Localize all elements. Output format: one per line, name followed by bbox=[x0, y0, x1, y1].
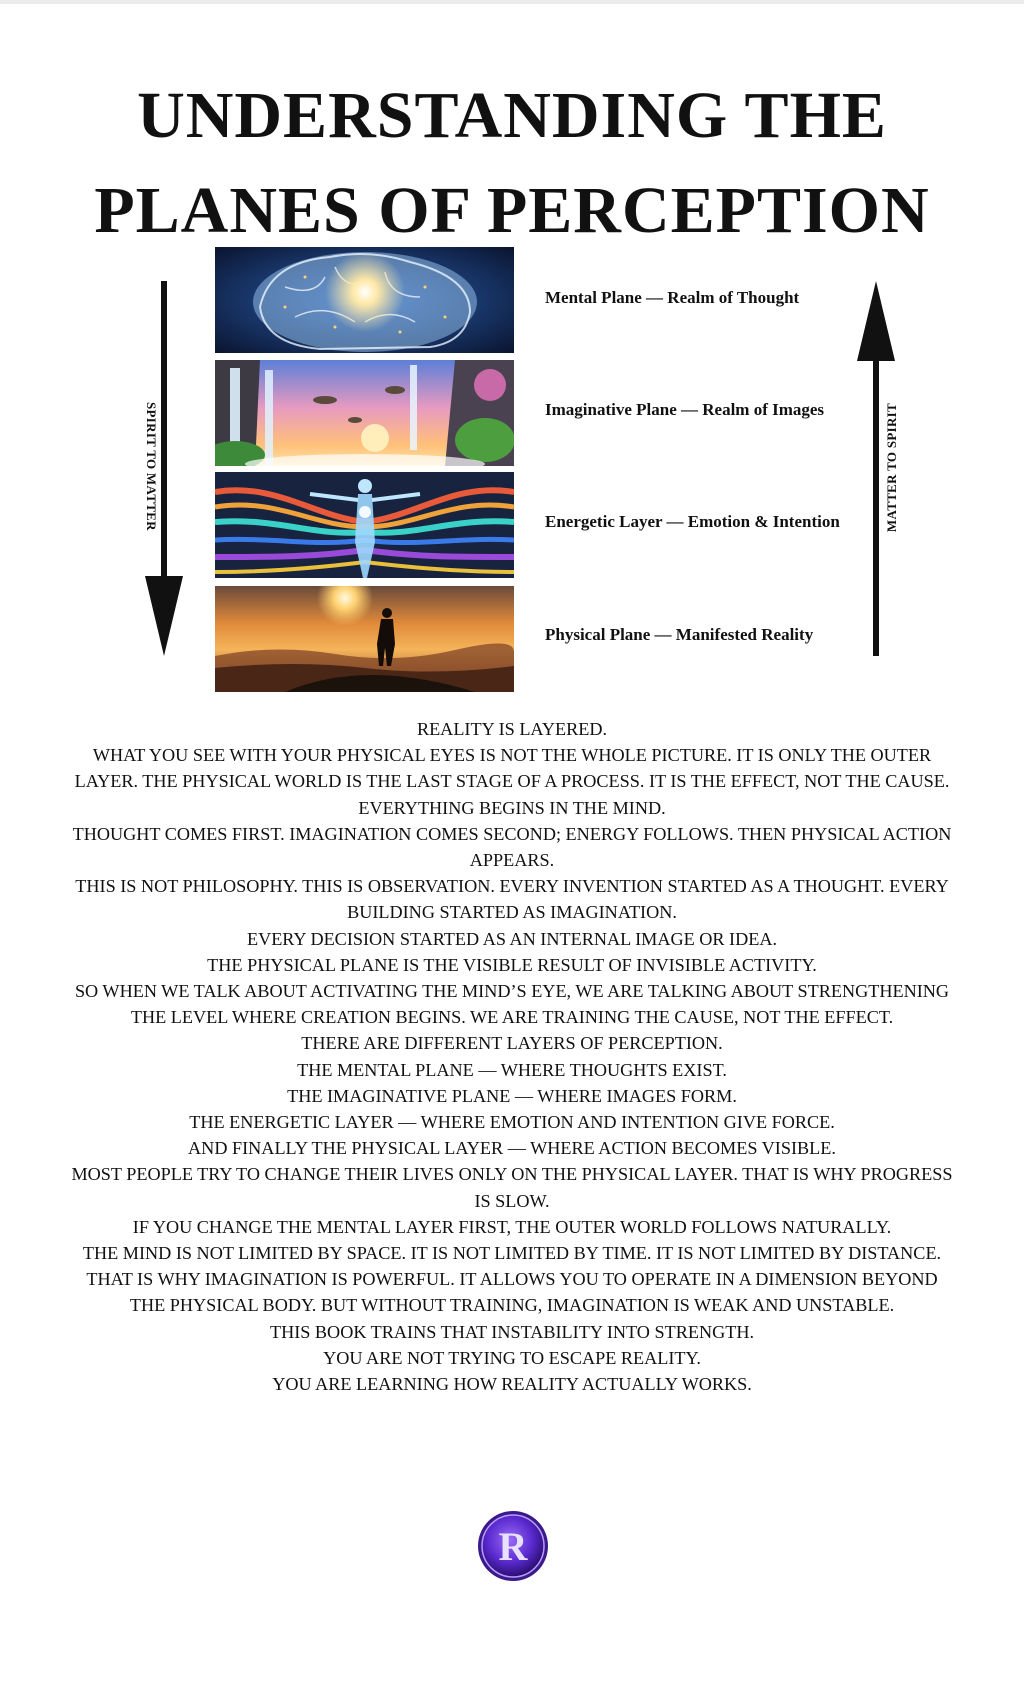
body-paragraph: EVERY DECISION STARTED AS AN INTERNAL IMAGE OR IDEA. bbox=[246, 928, 778, 949]
body-paragraph: THIS BOOK TRAINS THAT INSTABILITY INTO STRENGTH. bbox=[269, 1321, 755, 1342]
title-line-1: UNDERSTANDING THE bbox=[137, 79, 887, 152]
body-paragraph: REALITY IS LAYERED. bbox=[416, 719, 608, 739]
body-paragraph: THE PHYSICAL PLANE IS THE VISIBLE RESULT OF INVISIBLE ACTIVITY. bbox=[207, 954, 817, 975]
glowing-brain-image bbox=[215, 247, 514, 353]
energy-figure-image bbox=[215, 472, 514, 578]
body-paragraph: MOST PEOPLE TRY TO CHANGE THEIR LIVES ONLY ON THE PHYSICAL LAYER. THAT IS WHY PROGRESS IS SLOW. bbox=[71, 1164, 953, 1211]
body-paragraph: IF YOU CHANGE THE MENTAL LAYER FIRST, THE OUTER WORLD FOLLOWS NATURALLY. bbox=[132, 1216, 892, 1237]
logo-letter: R bbox=[498, 1524, 528, 1569]
top-bar bbox=[0, 0, 1024, 4]
matter-to-spirit-label: MATTER TO SPIRIT bbox=[884, 403, 899, 533]
body-paragraph: THE MENTAL PLANE — WHERE THOUGHTS EXIST. bbox=[297, 1059, 727, 1080]
plane-label-mental: Mental Plane — Realm of Thought bbox=[545, 288, 800, 307]
plane-label-energetic: Energetic Layer — Emotion & Intention bbox=[545, 512, 840, 531]
body-paragraph: THOUGHT COMES FIRST. IMAGINATION COMES SECOND; ENERGY FOLLOWS. THEN PHYSICAL ACTION APPEARS. bbox=[72, 823, 952, 871]
plane-label-imaginative: Imaginative Plane — Realm of Images bbox=[545, 400, 825, 419]
body-paragraph: SO WHEN WE TALK ABOUT ACTIVATING THE MIND’S EYE, WE ARE TALKING ABOUT STRENGTHENING THE LEVEL WHERE CREATION BEGINS. WE ARE TRAINING THE CAUSE, NOT THE EFFECT. bbox=[74, 981, 950, 1028]
body-paragraph: THE IMAGINATIVE PLANE — WHERE IMAGES FORM. bbox=[287, 1085, 737, 1106]
plane-label-physical: Physical Plane — Manifested Reality bbox=[545, 625, 814, 644]
waterfall-landscape-image bbox=[215, 360, 514, 466]
body-paragraph: THE MIND IS NOT LIMITED BY SPACE. IT IS NOT LIMITED BY TIME. IT IS NOT LIMITED BY DISTANCE. THAT IS WHY IMAGINATION IS POWERFUL. IT ALLOWS YOU TO OPERATE IN A DIMENSION BEYOND THE PHYSICAL BODY. BUT WITHOUT TRAINING, IMAGINATION IS WEAK AND UNSTABLE. bbox=[82, 1243, 942, 1316]
r-logo-icon bbox=[476, 1509, 550, 1583]
body-paragraph: THERE ARE DIFFERENT LAYERS OF PERCEPTION. bbox=[301, 1033, 723, 1054]
body-text bbox=[70, 716, 954, 1397]
body-paragraph: YOU ARE NOT TRYING TO ESCAPE REALITY. bbox=[323, 1347, 701, 1368]
body-paragraph: THIS IS NOT PHILOSOPHY. THIS IS OBSERVATION. EVERY INVENTION STARTED AS A THOUGHT. EVERY BUILDING STARTED AS IMAGINATION. bbox=[75, 876, 949, 923]
body-paragraph: THE ENERGETIC LAYER — WHERE EMOTION AND INTENTION GIVE FORCE. bbox=[189, 1112, 835, 1133]
title-line-2: PLANES OF PERCEPTION bbox=[94, 174, 930, 247]
planes-diagram bbox=[0, 245, 1024, 700]
spirit-to-matter-label: SPIRIT TO MATTER bbox=[144, 402, 159, 531]
page-title bbox=[0, 68, 1024, 258]
body-paragraph: YOU ARE LEARNING HOW REALITY ACTUALLY WORKS. bbox=[272, 1374, 752, 1395]
sunset-silhouette-image bbox=[215, 586, 514, 692]
body-paragraph: EVERYTHING BEGINS IN THE MIND. bbox=[358, 797, 666, 818]
body-paragraph: WHAT YOU SEE WITH YOUR PHYSICAL EYES IS NOT THE WHOLE PICTURE. IT IS ONLY THE OUTER LAYER. THE PHYSICAL WORLD IS THE LAST STAGE OF A PROCESS. IT IS THE EFFECT, NOT THE CAUSE. bbox=[74, 745, 950, 792]
body-paragraph: AND FINALLY THE PHYSICAL LAYER — WHERE ACTION BECOMES VISIBLE. bbox=[188, 1138, 836, 1159]
